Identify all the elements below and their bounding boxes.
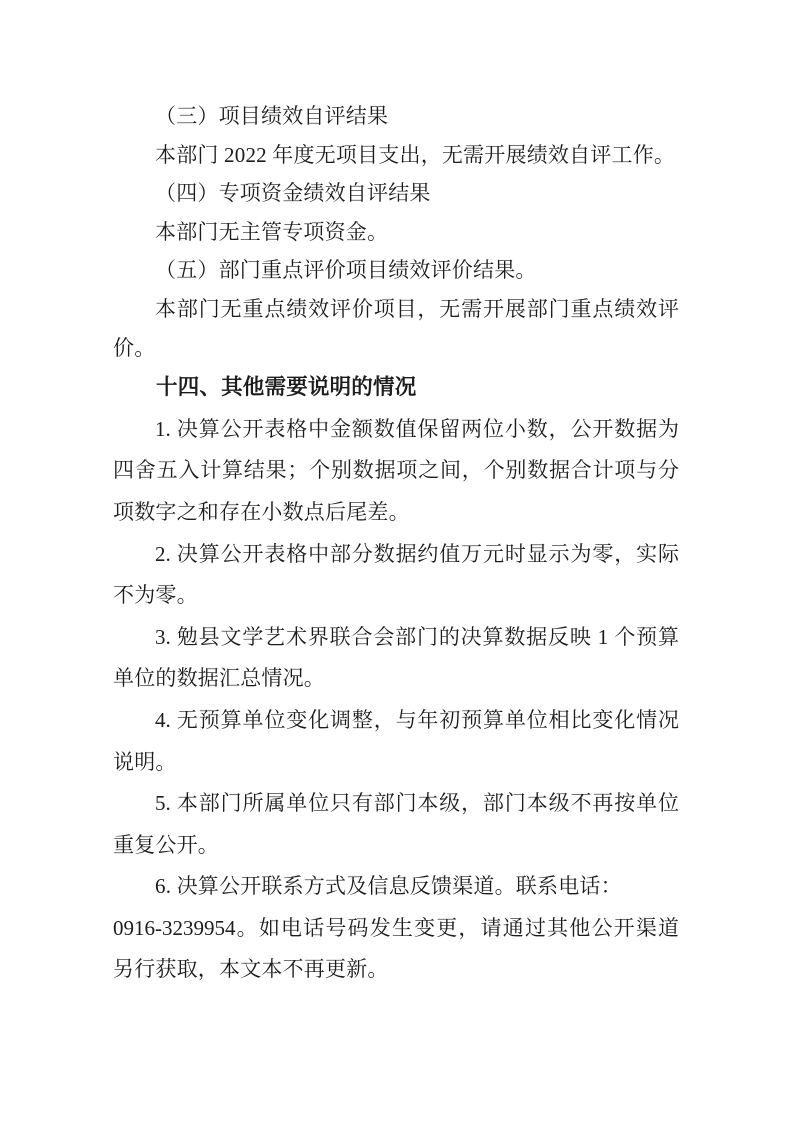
paragraph-line: 单位的数据汇总情况。 (113, 666, 325, 691)
subheading-item-3: （三）项目绩效自评结果 (155, 104, 389, 128)
performance-evaluation-section (113, 97, 679, 367)
paragraph-line: 本部门无主管专项资金。 (155, 219, 389, 244)
paragraph-line: 四舍五入计算结果；个别数据项之间，个别数据合计项与分 (113, 458, 679, 483)
document-text-content (113, 97, 679, 991)
other-notes-section (113, 367, 679, 991)
section-heading-14: 十四、其他需要说明的情况 (156, 375, 417, 400)
paragraph-line: 项数字之和存在小数点后尾差。 (113, 499, 410, 524)
paragraph-line: 另行获取，本文本不再更新。 (113, 957, 389, 982)
paragraph-line: 2. 决算公开表格中部分数据约值万元时显示为零，实际 (155, 541, 679, 566)
subheading-item-4: （四）专项资金绩效自评结果 (155, 181, 431, 206)
paragraph-line: 本部门 2022 年度无项目支出，无需开展绩效自评工作。 (155, 142, 676, 167)
paragraph-line: 价。 (113, 335, 156, 360)
paragraph-line: 1. 决算公开表格中金额数值保留两位小数，公开数据为 (155, 416, 679, 441)
paragraph-line: 4. 无预算单位变化调整，与年初预算单位相比变化情况 (155, 707, 679, 732)
paragraph-line: 不为零。 (113, 583, 198, 608)
subheading-item-5: （五）部门重点评价项目绩效评价结果。 (155, 258, 537, 283)
paragraph-line: 5. 本部门所属单位只有部门本级，部门本级不再按单位 (155, 791, 679, 816)
paragraph-line: 0916-3239954。如电话号码发生变更，请通过其他公开渠道 (113, 915, 679, 940)
paragraph-line: 3. 勉县文学艺术界联合会部门的决算数据反映 1 个预算 (155, 624, 679, 649)
paragraph-line: 重复公开。 (113, 832, 219, 857)
paragraph-line: 说明。 (113, 749, 177, 774)
paragraph-line: 本部门无重点绩效评价项目，无需开展部门重点绩效评 (155, 296, 679, 321)
paragraph-line: 6. 决算公开联系方式及信息反馈渠道。联系电话： (155, 874, 622, 899)
